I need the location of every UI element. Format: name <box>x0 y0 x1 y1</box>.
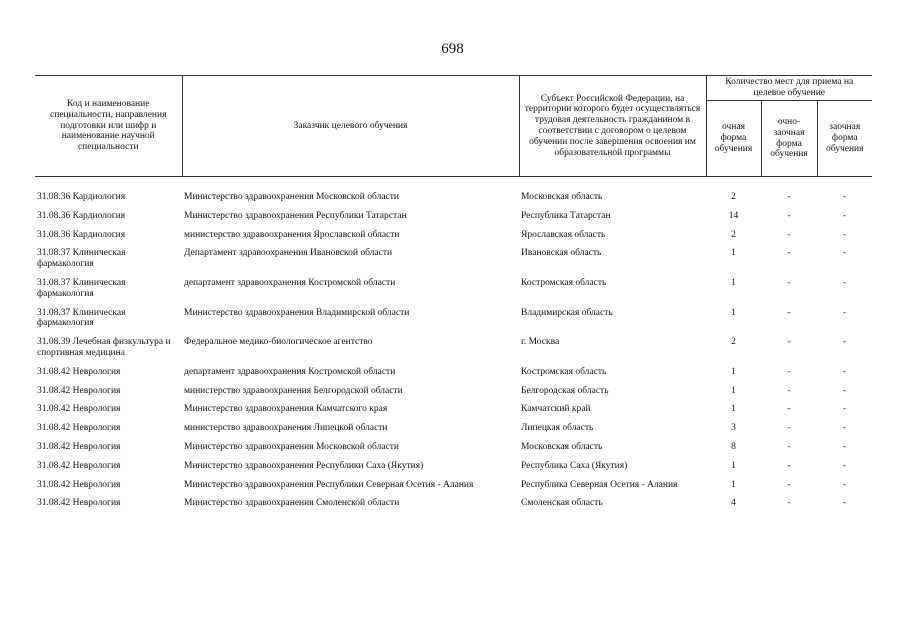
table-row <box>35 401 872 420</box>
cell-code: 31.08.37 Клиническая фармакология <box>37 307 126 329</box>
table-row <box>35 439 872 458</box>
table-body <box>35 177 872 515</box>
cell-full-time: 4 <box>731 498 736 509</box>
header-code: Код и наименование специальности, направления подготовки или шифр и наименование научной специальности <box>35 76 182 177</box>
cell-part-time: - <box>787 366 791 377</box>
cell-code: 31.08.42 Неврология <box>37 441 121 452</box>
target-training-table <box>35 75 872 514</box>
cell-full-time: 1 <box>731 385 736 396</box>
cell-region: Московская область <box>521 192 603 202</box>
cell-full-time: 1 <box>731 248 736 259</box>
table-row <box>35 458 872 477</box>
cell-customer: Министерство здравоохранения Московской области <box>184 192 399 202</box>
cell-part-time: - <box>787 337 791 348</box>
cell-correspondence: - <box>842 229 847 240</box>
cell-correspondence: - <box>842 479 847 490</box>
header-correspondence: заочная форма обучения <box>817 101 872 177</box>
cell-full-time: 1 <box>731 277 736 288</box>
cell-customer: Министерство здравоохранения Московской области <box>184 441 399 452</box>
cell-region: Липецкая область <box>521 423 594 434</box>
cell-code: 31.08.37 Клиническая фармакология <box>37 277 126 299</box>
cell-code: 31.08.42 Неврология <box>37 498 121 509</box>
cell-region: Ивановская область <box>521 248 602 259</box>
cell-correspondence: - <box>842 441 847 452</box>
cell-customer: министерство здравоохранения Белгородской области <box>184 385 403 396</box>
header-customer: Заказчик целевого обучения <box>182 76 519 177</box>
cell-part-time: - <box>787 210 791 221</box>
cell-region: Белгородская область <box>521 385 609 396</box>
cell-full-time: 2 <box>731 229 736 240</box>
cell-customer: Федеральное медико-биологическое агентство <box>184 337 373 348</box>
cell-code: 31.08.36 Кардиология <box>37 229 126 240</box>
cell-customer: департамент здравоохранения Костромской области <box>184 277 396 288</box>
cell-customer: Министерство здравоохранения Республики Саха (Якутия) <box>184 460 424 471</box>
cell-part-time: - <box>787 307 791 318</box>
table-row <box>35 334 872 364</box>
table-row <box>35 227 872 246</box>
table-row <box>35 477 872 496</box>
cell-region: Костромская область <box>521 366 607 377</box>
cell-code: 31.08.42 Неврология <box>37 460 121 471</box>
cell-full-time: 3 <box>731 423 736 434</box>
cell-correspondence: - <box>842 404 847 415</box>
cell-region: Смоленская область <box>521 498 603 509</box>
cell-region: Республика Саха (Якутия) <box>521 460 628 471</box>
cell-full-time: 14 <box>728 210 739 221</box>
cell-code: 31.08.42 Неврология <box>37 404 121 415</box>
header-part-time: очно-заочная форма обучения <box>761 101 817 177</box>
cell-correspondence: - <box>842 248 847 259</box>
cell-part-time: - <box>787 277 791 288</box>
table-row <box>35 305 872 335</box>
cell-region: Республика Северная Осетия - Алания <box>521 479 678 490</box>
page-number: 698 <box>441 41 464 57</box>
cell-region: Московская область <box>521 441 603 452</box>
table-row <box>35 189 872 208</box>
cell-full-time: 1 <box>731 460 736 471</box>
cell-code: 31.08.36 Кардиология <box>37 210 126 221</box>
header-places: Количество мест для приема на целевое обучение <box>706 76 872 101</box>
cell-part-time: - <box>787 498 791 509</box>
cell-customer: Министерство здравоохранения Республики Северная Осетия - Алания <box>184 479 474 490</box>
cell-full-time: 2 <box>731 337 736 348</box>
cell-code: 31.08.39 Лечебная физкультура и спортивная медицина <box>37 337 171 358</box>
cell-full-time: 1 <box>731 307 736 318</box>
cell-part-time: - <box>787 192 791 202</box>
table-row <box>35 420 872 439</box>
table-header <box>35 76 872 177</box>
cell-customer: министерство здравоохранения Ярославской области <box>184 229 400 240</box>
cell-part-time: - <box>787 423 791 434</box>
cell-region: Республика Татарстан <box>521 210 611 221</box>
cell-customer: министерство здравоохранения Липецкой области <box>184 423 388 434</box>
cell-correspondence: - <box>842 423 847 434</box>
cell-customer: Департамент здравоохранения Ивановской области <box>184 248 393 259</box>
cell-region: Владимирская область <box>521 307 613 318</box>
table-row <box>35 495 872 514</box>
cell-code: 31.08.36 Кардиология <box>37 192 126 202</box>
table-row <box>35 245 872 275</box>
cell-full-time: 1 <box>731 366 736 377</box>
cell-correspondence: - <box>842 366 847 377</box>
header-full-time: очная форма обучения <box>706 101 761 177</box>
cell-correspondence: - <box>842 307 847 318</box>
cell-part-time: - <box>787 385 791 396</box>
cell-correspondence: - <box>842 277 847 288</box>
cell-customer: Министерство здравоохранения Камчатского края <box>184 404 388 415</box>
cell-correspondence: - <box>842 498 847 509</box>
cell-region: Ярославская область <box>521 229 606 240</box>
cell-code: 31.08.42 Неврология <box>37 385 121 396</box>
cell-part-time: - <box>787 479 791 490</box>
cell-code: 31.08.42 Неврология <box>37 366 121 377</box>
header-region: Субъект Российской Федерации, на территории которого будет осуществляться трудовая деятельность гражданином в соответствии с договором о целевом обучении после завершения освоения им образовательной программы <box>519 76 706 177</box>
cell-correspondence: - <box>842 385 847 396</box>
cell-correspondence: - <box>842 192 847 202</box>
cell-part-time: - <box>787 404 791 415</box>
cell-full-time: 8 <box>731 441 736 452</box>
cell-code: 31.08.37 Клиническая фармакология <box>37 248 126 270</box>
cell-region: Костромская область <box>521 277 607 288</box>
cell-part-time: - <box>787 229 791 240</box>
table-row <box>35 383 872 402</box>
cell-customer: Министерство здравоохранения Республики Татарстан <box>184 210 407 221</box>
cell-full-time: 1 <box>731 479 736 490</box>
cell-part-time: - <box>787 441 791 452</box>
cell-code: 31.08.42 Неврология <box>37 479 121 490</box>
cell-correspondence: - <box>842 210 847 221</box>
cell-region: г. Москва <box>521 337 560 348</box>
cell-correspondence: - <box>842 460 847 471</box>
cell-code: 31.08.42 Неврология <box>37 423 121 434</box>
table-row <box>35 275 872 305</box>
cell-part-time: - <box>787 460 791 471</box>
cell-full-time: 1 <box>731 404 736 415</box>
cell-correspondence: - <box>842 337 847 348</box>
table-row <box>35 208 872 227</box>
cell-part-time: - <box>787 248 791 259</box>
cell-customer: департамент здравоохранения Костромской области <box>184 366 396 377</box>
cell-customer: Министерство здравоохранения Смоленской области <box>184 498 400 509</box>
cell-full-time: 2 <box>731 192 736 202</box>
cell-customer: Министерство здравоохранения Владимирской области <box>184 307 410 318</box>
cell-region: Камчатский край <box>521 404 591 415</box>
table-row <box>35 364 872 383</box>
